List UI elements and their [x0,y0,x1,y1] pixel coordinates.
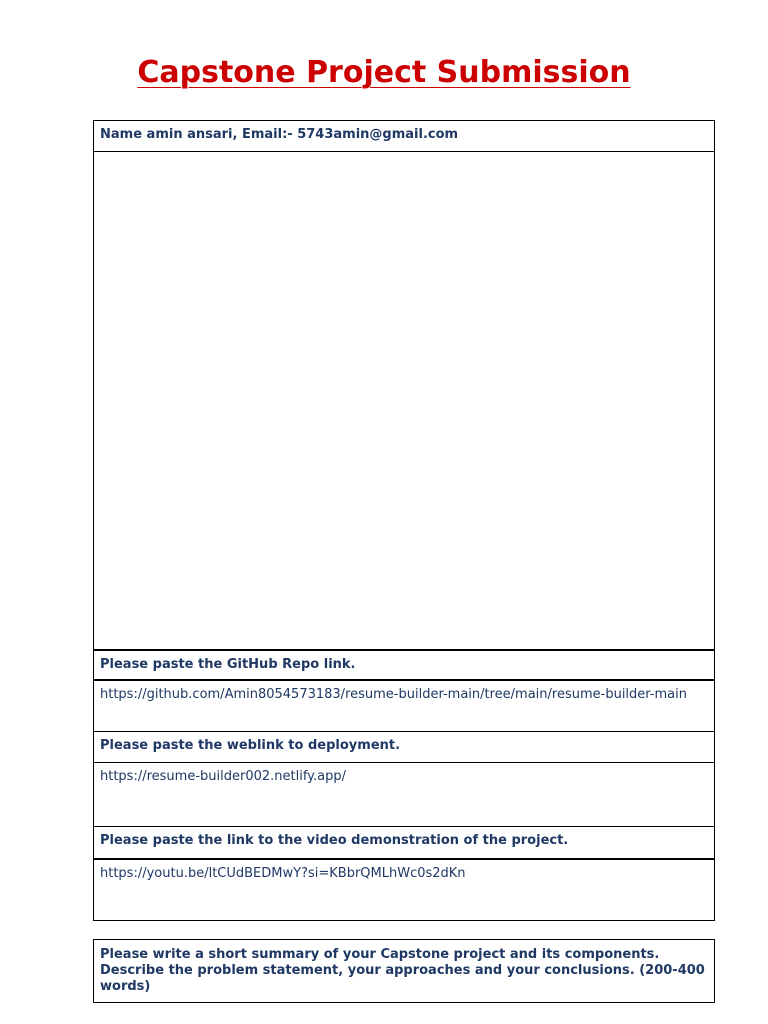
deploy-prompt-cell: Please paste the weblink to deployment. [94,731,714,762]
github-link[interactable]: https://github.com/Amin8054573183/resume-builder-main/tree/main/resume-builder-main [94,679,714,731]
page-title-text: Capstone Project Submission [137,55,631,90]
submission-table [93,120,715,921]
summary-prompt-cell: Please write a short summary of your Capstone project and its components. Describe the problem statement, your approaches and your conclusions. (200-400 words) [100,947,705,994]
blank-content-cell [94,151,714,649]
github-prompt-cell: Please paste the GitHub Repo link. [94,649,714,679]
name-email-cell: Name amin ansari, Email:- 5743amin@gmail.com [100,127,459,142]
deploy-link[interactable]: https://resume-builder002.netlify.app/ [94,762,714,826]
video-prompt-cell: Please paste the link to the video demonstration of the project. [94,826,714,858]
page-title [0,52,768,90]
video-link[interactable]: https://youtu.be/ltCUdBEDMwY?si=KBbrQMLhWc0s2dKn [94,858,714,920]
summary-table [93,939,715,1003]
